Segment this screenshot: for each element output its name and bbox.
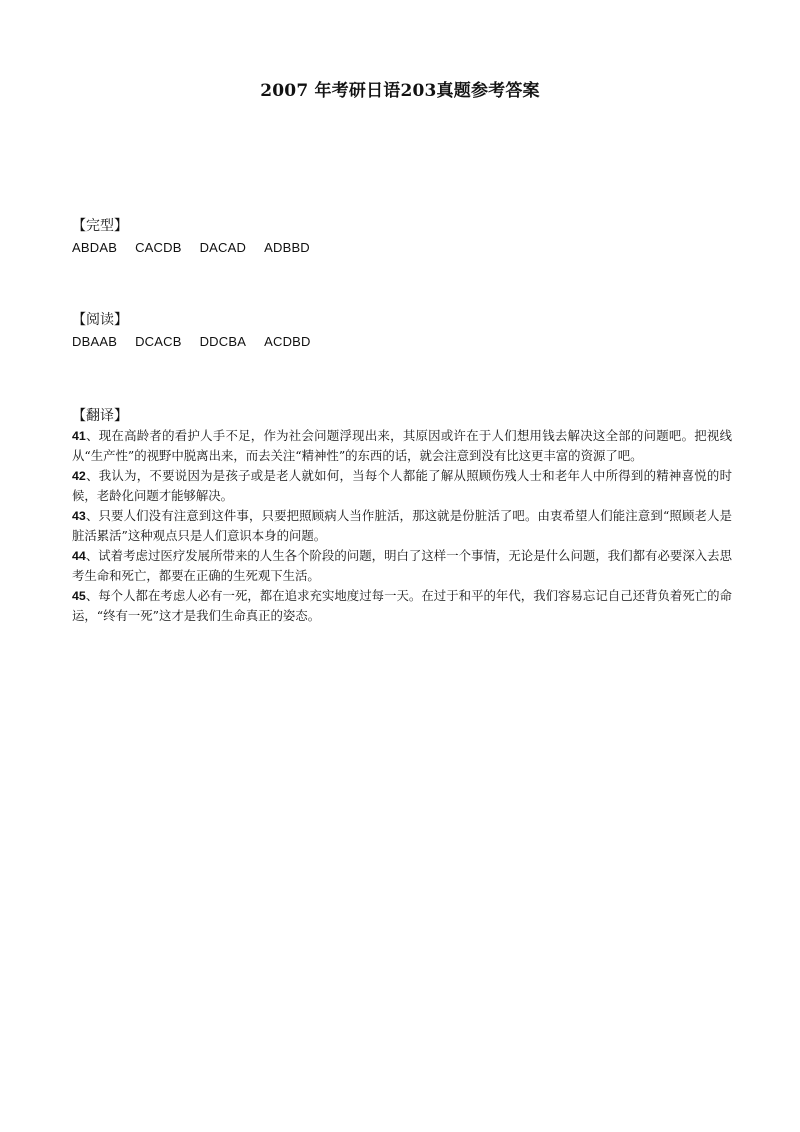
translation-section xyxy=(72,406,732,626)
translation-item xyxy=(72,546,732,586)
translation-item xyxy=(72,506,732,546)
item-text: 、只要人们没有注意到这件事，只要把照顾病人当作脏活，那这就是份脏活了吧。由衷希望人们能注意到“照顾老人是脏活累活”这种观点只是人们意识本身的问题。 xyxy=(72,508,732,543)
translation-heading: 【翻译】 xyxy=(72,408,128,424)
cloze-answers xyxy=(72,238,732,258)
page-title: 2007 年考研日语203真题参考答案 xyxy=(260,81,540,101)
item-text: 、我认为，不要说因为是孩子或是老人就如何，当每个人都能了解从照顾伤残人士和老年人中所得到的精神喜悦的时候，老龄化问题才能够解决。 xyxy=(72,468,732,503)
item-number: 44 xyxy=(72,549,86,563)
cloze-answer-group: ABDAB xyxy=(72,240,118,255)
item-number: 42 xyxy=(72,469,86,483)
translation-item xyxy=(72,586,732,626)
reading-answer-group: DDCBA xyxy=(199,334,247,349)
cloze-section xyxy=(72,216,732,258)
item-text: 、现在高龄者的看护人手不足，作为社会问题浮现出来，其原因或许在于人们想用钱去解决这全部的问题吧。把视线从“生产性”的视野中脱离出来，而去关注“精神性”的东西的话，就会注意到没有比这更丰富的资源了吧。 xyxy=(72,428,732,463)
translation-item xyxy=(72,466,732,506)
cloze-heading: 【完型】 xyxy=(72,218,128,234)
reading-answer-group: DBAAB xyxy=(72,334,118,349)
reading-heading: 【阅读】 xyxy=(72,312,128,328)
cloze-answer-group: DACAD xyxy=(199,240,247,255)
item-text: 、试着考虑过医疗发展所带来的人生各个阶段的问题，明白了这样一个事情，无论是什么问题，我们都有必要深入去思考生命和死亡，都要在正确的生死观下生活。 xyxy=(72,548,732,583)
reading-section xyxy=(72,310,732,352)
reading-answer-group: ACDBD xyxy=(264,334,311,349)
item-number: 41 xyxy=(72,429,86,443)
item-number: 43 xyxy=(72,509,86,523)
item-text: 、每个人都在考虑人必有一死，都在追求充实地度过每一天。在过于和平的年代，我们容易忘记自己还背负着死亡的命运，“终有一死”这才是我们生命真正的姿态。 xyxy=(72,588,732,623)
reading-answers xyxy=(72,332,732,352)
reading-answer-group: DCACB xyxy=(135,334,182,349)
cloze-answer-group: CACDB xyxy=(135,240,182,255)
item-number: 45 xyxy=(72,589,86,603)
cloze-answer-group: ADBBD xyxy=(264,240,310,255)
translation-item xyxy=(72,426,732,466)
